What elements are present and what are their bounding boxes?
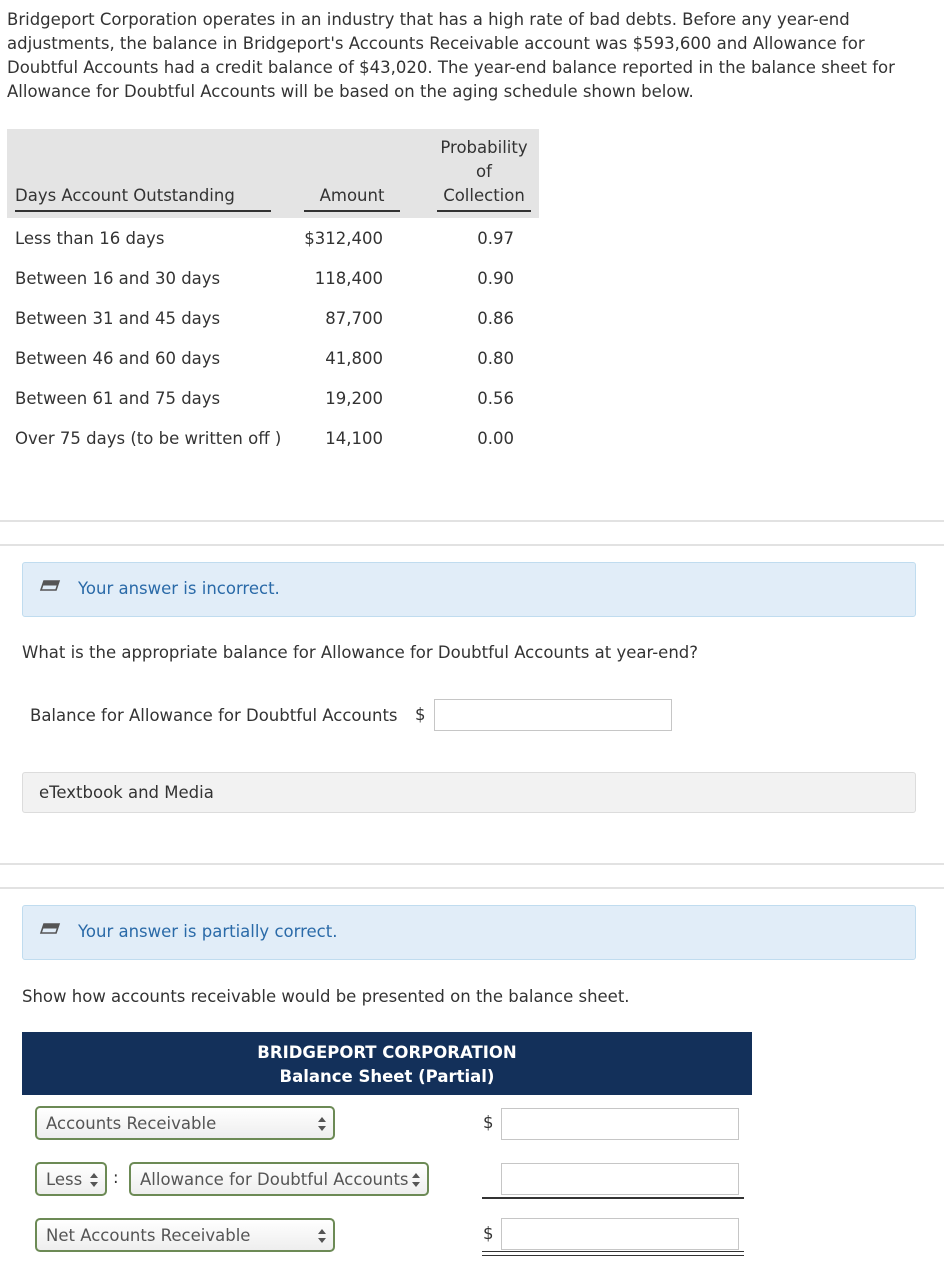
company-name: BRIDGEPORT CORPORATION [257, 1043, 517, 1062]
aging-row-days: Between 31 and 45 days [15, 309, 221, 328]
statement-title: Balance Sheet (Partial) [279, 1067, 495, 1086]
aging-row-amount: 118,400 [314, 269, 383, 288]
section-divider [0, 520, 944, 522]
aging-row-days: Less than 16 days [15, 229, 165, 248]
subtotal-underline [482, 1197, 744, 1199]
question-text: Show how accounts receivable would be presented on the balance sheet. [22, 987, 630, 1006]
aging-row-probability: 0.97 [477, 229, 514, 248]
section-divider [0, 887, 944, 889]
select-arrows-icon [90, 1173, 98, 1187]
aging-row-amount: 87,700 [325, 309, 383, 328]
aging-row-days: Between 16 and 30 days [15, 269, 221, 288]
etextbook-label: eTextbook and Media [39, 783, 214, 802]
select-arrows-icon [318, 1117, 326, 1131]
select-arrows-icon [412, 1173, 420, 1187]
aging-row-days: Between 46 and 60 days [15, 349, 221, 368]
allowance-field-label: Balance for Allowance for Doubtful Accounts [30, 706, 398, 725]
column-header-probability: Probability of Collection [437, 136, 531, 212]
aging-row-days: Between 61 and 75 days [15, 389, 221, 408]
accounts-receivable-amount-input[interactable] [501, 1108, 739, 1140]
etextbook-and-media-button[interactable] [22, 772, 916, 813]
section-divider [0, 863, 944, 865]
currency-symbol: $ [483, 1113, 494, 1132]
aging-row-probability: 0.90 [477, 269, 514, 288]
eraser-icon [39, 921, 63, 937]
aging-row-amount: 14,100 [325, 429, 383, 448]
feedback-banner-partial [22, 905, 916, 960]
select-value: Allowance for Doubtful Accounts [140, 1170, 409, 1189]
feedback-text: Your answer is partially correct. [78, 922, 338, 941]
less-select[interactable] [35, 1162, 107, 1196]
aging-row-amount: $312,400 [304, 229, 383, 248]
currency-symbol: $ [483, 1224, 494, 1243]
colon-separator: : [113, 1168, 119, 1187]
select-arrows-icon [318, 1229, 326, 1243]
aging-row-probability: 0.80 [477, 349, 514, 368]
account-select-row-3[interactable] [35, 1218, 335, 1252]
eraser-icon [39, 578, 63, 594]
question-text: What is the appropriate balance for Allowance for Doubtful Accounts at year-end? [22, 643, 699, 662]
account-select-row-2[interactable] [129, 1162, 429, 1196]
aging-row-probability: 0.00 [477, 429, 514, 448]
feedback-text: Your answer is incorrect. [78, 579, 280, 598]
section-divider [0, 544, 944, 546]
column-header-days: Days Account Outstanding [15, 184, 271, 212]
aging-row-amount: 19,200 [325, 389, 383, 408]
aging-row-probability: 0.86 [477, 309, 514, 328]
net-accounts-receivable-input[interactable] [501, 1218, 739, 1250]
account-select-row-1[interactable] [35, 1106, 335, 1140]
feedback-banner-incorrect [22, 562, 916, 617]
aging-row-amount: 41,800 [325, 349, 383, 368]
problem-intro: Bridgeport Corporation operates in an industry that has a high rate of bad debts. Before any year-end adjustments, the balance in Bridgeport's Accounts Receivable account was $593,600 and Allowance for Doubtful Accounts had a credit balance of $43,020. The year-end balance reported in the balance sheet for Allowance for Doubtful Accounts will be based on the aging schedule shown below. [7, 10, 895, 101]
balance-sheet-header [22, 1032, 752, 1095]
allowance-balance-input[interactable] [434, 699, 672, 731]
select-value: Accounts Receivable [46, 1114, 217, 1133]
aging-row-days: Over 75 days (to be written off ) [15, 429, 282, 448]
aging-row-probability: 0.56 [477, 389, 514, 408]
select-value: Less [46, 1170, 83, 1189]
total-double-underline [482, 1251, 744, 1256]
select-value: Net Accounts Receivable [46, 1226, 251, 1245]
currency-symbol: $ [415, 705, 426, 724]
allowance-amount-input[interactable] [501, 1163, 739, 1195]
column-header-amount: Amount [304, 184, 400, 212]
